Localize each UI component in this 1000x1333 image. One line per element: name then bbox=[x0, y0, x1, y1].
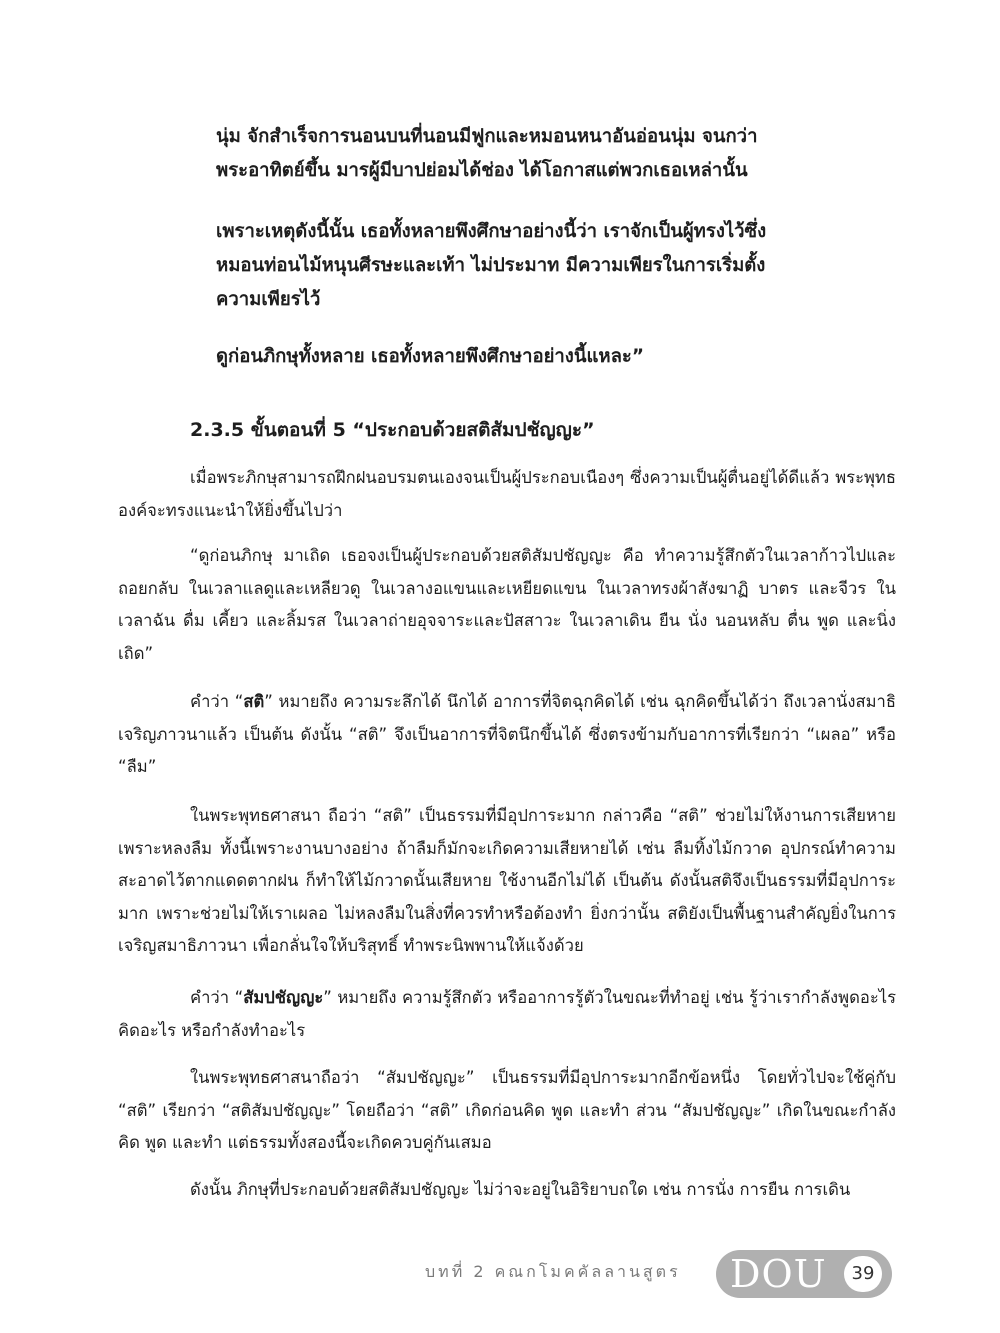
buddha-quote-paragraph: “ดูก่อนภิกษุ มาเถิด เธอจงเป็นผู้ประกอบด้วยสติสัมปชัญญะ คือ ทำความรู้สึกตัวในเวลาก้าวไปและถอยกลับ ในเวลาแลดูและเหลียวดู ในเวลางอแขนและเหยียดแขน ในเวลาทรงผ้าสังฆาฏิ บาตร และจีวร ในเวลาฉัน ดื่ม เคี้ยว และลิ้มรส ในเวลาถ่ายอุจจาระและปัสสาวะ ในเวลาเดิน ยืน นั่ง นอนหลับ ตื่น พูด และนิ่งเถิด” bbox=[118, 546, 896, 663]
section-heading: 2.3.5 ขั้นตอนที่ 5 “ประกอบด้วยสติสัมปชัญญะ” bbox=[190, 419, 595, 441]
sampajanna-term: สัมปชัญญะ bbox=[243, 988, 324, 1007]
sati-term: สติ bbox=[243, 692, 265, 711]
page-number: 39 bbox=[844, 1256, 882, 1292]
quote-continuation-paragraph bbox=[216, 215, 806, 317]
quote-paragraph-2: เพราะเหตุดังนี้นั้น เธอทั้งหลายพึงศึกษาอย่างนี้ว่า เราจักเป็นผู้ทรงไว้ซึ่งหมอนท่อนไม้หนุนศีรษะและเท้า ไม่ประมาท มีความเพียรในการเริ่มตั้งความเพียรไว้ bbox=[216, 221, 767, 310]
sati-prefix: คำว่า “ bbox=[190, 692, 244, 711]
quote-paragraph-3: ดูก่อนภิกษุทั้งหลาย เธอทั้งหลายพึงศึกษาอย่างนี้แหละ” bbox=[216, 346, 645, 367]
sati-importance-paragraph: ในพระพุทธศาสนา ถือว่า “สติ” เป็นธรรมที่มีอุปการะมาก กล่าวคือ “สติ” ช่วยไม่ให้งานการเสียหายเพราะหลงลืม ทั้งนี้เพราะงานบางอย่าง ถ้าลืมก็มักจะเกิดความเสียหายได้ เช่น ลืมทิ้งไม้กวาด อุปกรณ์ทำความสะอาดไว้ตากแดดตากฝน ก็ทำให้ไม้กวาดนั้นเสียหาย ใช้งานอีกไม่ได้ เป็นต้น ดังนั้นสติจึงเป็นธรรมที่มีอุปการะมาก เพราะช่วยไม่ให้เราเผลอ ไม่หลงลืมในสิ่งที่ควรทำหรือต้องทำ ยิ่งกว่านั้น สติยังเป็นพื้นฐานสำคัญยิ่งในการเจริญสมาธิภาวนา เพื่อกลั่นใจให้บริสุทธิ์ ทำพระนิพพานให้แจ้งด้วย bbox=[118, 806, 896, 956]
sampajanna-definition: ” หมายถึง ความรู้สึกตัว หรืออาการรู้ตัวในขณะที่ทำอยู่ เช่น รู้ว่าเรากำลังพูดอะไร คิดอะไร หรือกำลังทำอะไร bbox=[118, 988, 896, 1040]
sati-definition-paragraph bbox=[118, 686, 896, 784]
quote-continuation-paragraph bbox=[216, 340, 806, 374]
sampajanna-definition-paragraph bbox=[118, 982, 896, 1047]
quote-paragraph-1: นุ่ม จักสำเร็จการนอนบนที่นอนมีฟูกและหมอนหนาอันอ่อนนุ่ม จนกว่าพระอาทิตย์ขึ้น มารผู้มีบาปย่อมได้ช่อง ได้โอกาสแต่พวกเธอเหล่านั้น bbox=[216, 126, 758, 181]
dou-logo: DOU bbox=[730, 1252, 827, 1296]
sati-definition: ” หมายถึง ความระลึกได้ นึกได้ อาการที่จิตฉุกคิดได้ เช่น ฉุกคิดขึ้นได้ว่า ถึงเวลานั่งสมาธิเจริญภาวนาแล้ว เป็นต้น ดังนั้น “สติ” จึงเป็นอาการที่จิตนึกขึ้นได้ ซึ่งตรงข้ามกับอาการที่เรียกว่า “เผลอ” หรือ “ลืม” bbox=[118, 692, 896, 777]
intro-paragraph: เมื่อพระภิกษุสามารถฝึกฝนอบรมตนเองจนเป็นผู้ประกอบเนืองๆ ซึ่งความเป็นผู้ตื่นอยู่ได้ดีแล้ว พระพุทธองค์จะทรงแนะนำให้ยิ่งขึ้นไปว่า bbox=[118, 468, 896, 520]
quote-continuation-paragraph bbox=[216, 120, 806, 188]
sampajanna-prefix: คำว่า “ bbox=[190, 988, 244, 1007]
conclusion-paragraph: ดังนั้น ภิกษุที่ประกอบด้วยสติสัมปชัญญะ ไม่ว่าจะอยู่ในอิริยาบถใด เช่น การนั่ง การยืน การเดิน bbox=[190, 1180, 851, 1199]
footer-badge bbox=[716, 1250, 892, 1298]
footer-chapter-title: บทที่ 2 คณกโมคคัลลานสูตร bbox=[425, 1262, 681, 1281]
sampajanna-importance-paragraph: ในพระพุทธศาสนาถือว่า “สัมปชัญญะ” เป็นธรรมที่มีอุปการะมากอีกข้อหนึ่ง โดยทั่วไปจะใช้คู่กับ “สติ” เรียกว่า “สติสัมปชัญญะ” โดยถือว่า “สติ” เกิดก่อนคิด พูด และทำ ส่วน “สัมปชัญญะ” เกิดในขณะกำลังคิด พูด และทำ แต่ธรรมทั้งสองนี้จะเกิดควบคู่กันเสมอ bbox=[118, 1068, 896, 1153]
